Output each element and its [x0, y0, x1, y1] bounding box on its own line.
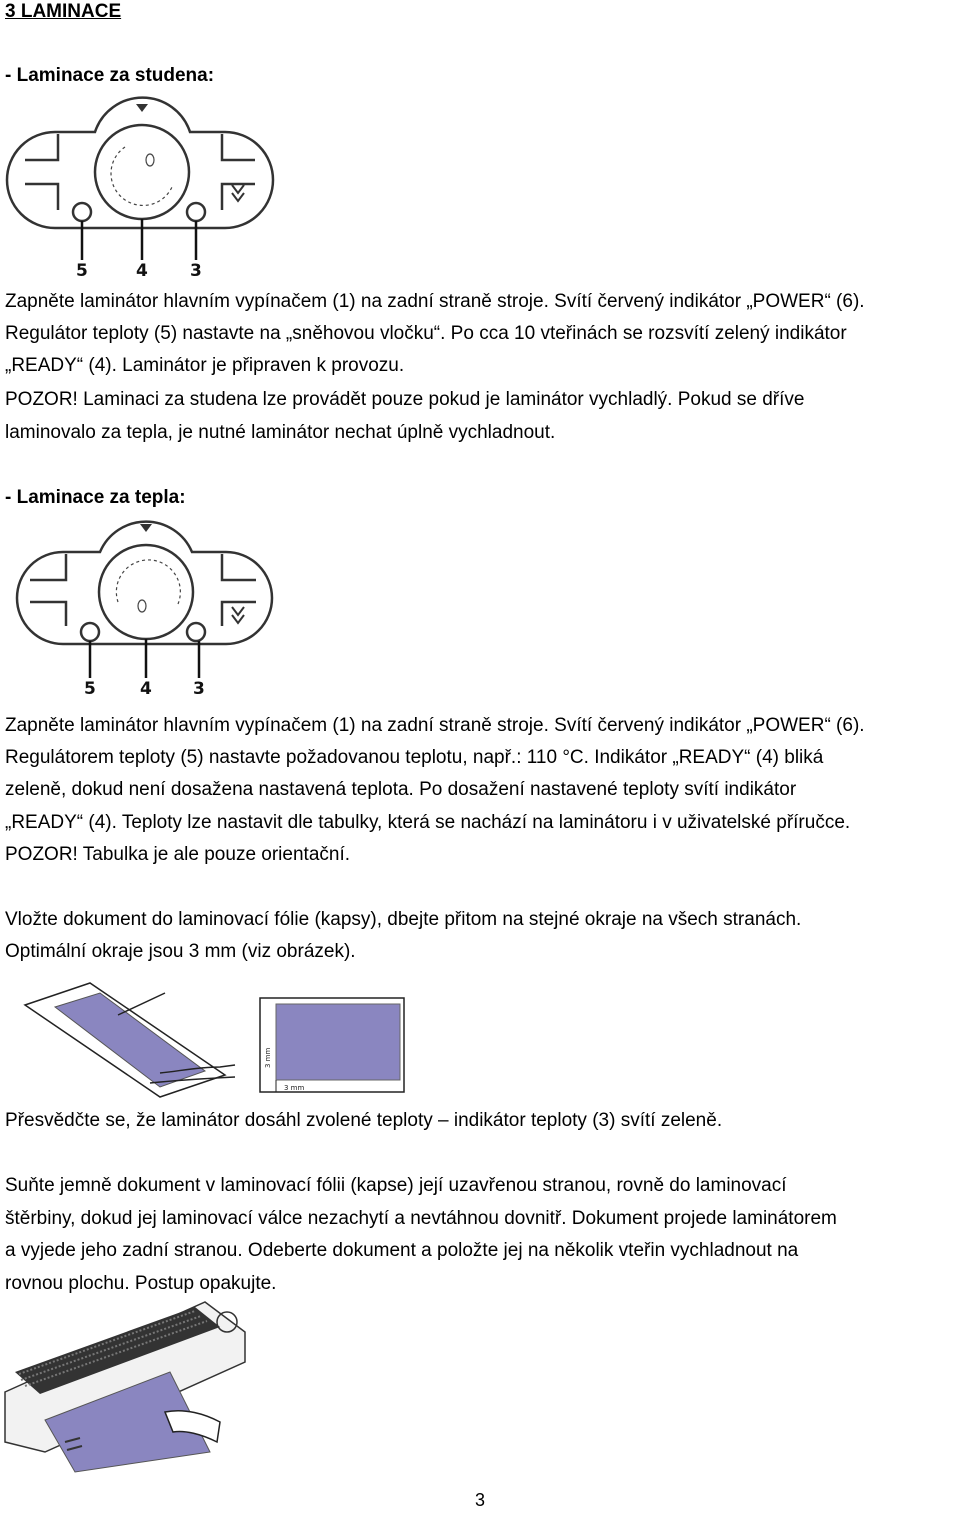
indicator-5 — [81, 623, 99, 641]
feed-text-line-2: štěrbiny, dokud jej laminovací válce nezachytí a nevtáhnou dovnitř. Dokument projede laminátorem — [5, 1208, 837, 1229]
page-number: 3 — [474, 1490, 485, 1510]
cold-lamination-title: - Laminace za studena: — [5, 65, 215, 86]
check-text-line: Přesvědčte se, že laminátor dosáhl zvolené teploty – indikátor teploty (3) svítí zeleně. — [5, 1110, 723, 1131]
feed-text-line-4: rovnou plochu. Postup opakujte. — [5, 1273, 277, 1294]
label-5: 5 — [76, 261, 88, 281]
label-3: 3 — [193, 679, 205, 699]
cold-text-line-1: Zapněte laminátor hlavním vypínačem (1) na zadní straně stroje. Svítí červený indikátor „POWER“ (6). — [5, 291, 865, 312]
control-panel-cold-diagram — [0, 92, 290, 282]
margin-bottom-label: 3 mm — [284, 1084, 305, 1092]
reverse-icon — [232, 607, 244, 623]
hot-warning-line: POZOR! Tabulka je ale pouze orientační. — [5, 844, 351, 865]
indicator-3 — [187, 203, 205, 221]
insert-text-line-1: Vložte dokument do laminovací fólie (kapsy), dbejte přitom na stejné okraje na všech stranách. — [5, 909, 802, 930]
label-3: 3 — [190, 261, 202, 281]
panel-outline — [7, 98, 273, 228]
hot-text-line-1: Zapněte laminátor hlavním vypínačem (1) na zadní straně stroje. Svítí červený indikátor „POWER“ (6). — [5, 715, 865, 736]
hot-text-line-3: zeleně, dokud není dosažena nastavená teplota. Po dosažení nastavené teploty svítí indikátor — [5, 779, 797, 800]
label-4: 4 — [136, 261, 148, 281]
hot-text-line-4: „READY“ (4). Teploty lze nastavit dle tabulky, která se nachází na laminátoru i v uživatelské příručce. — [5, 812, 851, 833]
label-4: 4 — [140, 679, 152, 699]
panel-outline — [17, 522, 272, 644]
cold-warning-line-1: POZOR! Laminaci za studena lze provádět pouze pokud je laminátor vychladlý. Pokud se dříve — [5, 389, 805, 410]
cold-text-line-2: Regulátor teploty (5) nastavte na „sněhovou vločku“. Po cca 10 vteřinách se rozsvítí zelený indikátor — [5, 323, 847, 344]
hot-lamination-title: - Laminace za tepla: — [5, 487, 186, 508]
arrow-down-icon — [140, 524, 152, 532]
cold-warning-line-2: laminovalo za tepla, je nutné laminátor nechat úplně vychladnout. — [5, 422, 556, 443]
feed-text-line-3: a vyjede jeho zadní stranou. Odeberte dokument a položte jej na několik vteřin vychladnout na — [5, 1240, 799, 1261]
temperature-dial — [99, 545, 193, 639]
hot-text-line-2: Regulátorem teploty (5) nastavte požadovanou teplotu, např.: 110 °C. Indikátor „READY“ (4) bliká — [5, 747, 824, 768]
section-heading: 3 LAMINACE — [5, 1, 122, 22]
indicator-3 — [187, 623, 205, 641]
arrow-down-icon — [136, 104, 148, 112]
cold-text-line-3: „READY“ (4). Laminátor je připraven k provozu. — [5, 355, 405, 376]
margin-diagram — [258, 996, 408, 1096]
margin-side-label: 3 mm — [264, 1047, 272, 1068]
label-5: 5 — [84, 679, 96, 699]
pouch-insertion-illustration — [20, 975, 250, 1100]
reverse-icon — [232, 185, 244, 201]
insert-text-line-2: Optimální okraje jsou 3 mm (viz obrázek). — [5, 941, 356, 962]
control-panel-hot-diagram — [0, 512, 290, 702]
indicator-5 — [73, 203, 91, 221]
laminator-feeding-illustration — [5, 1302, 250, 1472]
feed-text-line-1: Suňte jemně dokument v laminovací fólii (kapse) její uzavřenou stranou, rovně do laminovací — [5, 1175, 787, 1196]
